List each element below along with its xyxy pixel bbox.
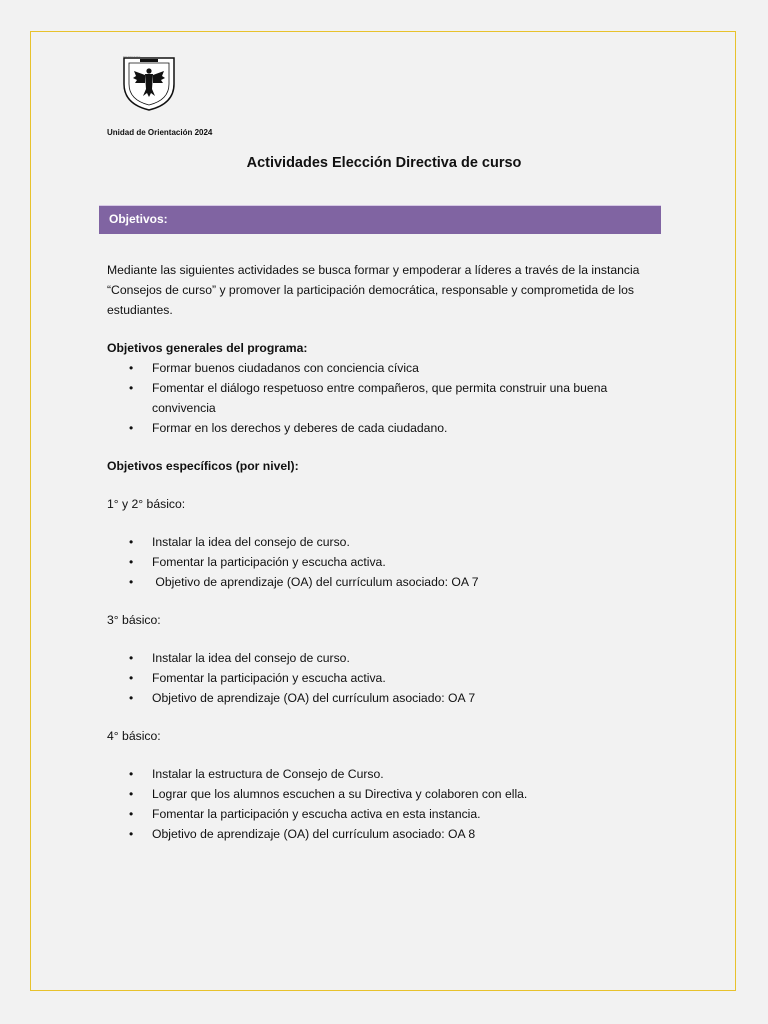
page-title: Actividades Elección Directiva de curso — [246, 155, 522, 171]
list-item: • Objetivo de aprendizaje (OA) del currículum asociado: OA 7 — [107, 572, 667, 592]
intro-paragraph: Mediante las siguientes actividades se busca formar y empoderar a líderes a través de la instancia “Consejos de curso” y promover la participación democrática, responsable y comprometida de los estudiantes. — [107, 263, 640, 317]
list-item: • Formar en los derechos y deberes de cada ciudadano. — [107, 418, 667, 438]
list-item: • Fomentar la participación y escucha activa. — [107, 668, 667, 688]
list-item: • Fomentar el diálogo respetuoso entre compañeros, que permita construir una buena convivencia — [107, 378, 667, 418]
level-label: 3° básico: — [107, 613, 161, 627]
list-item: • Instalar la estructura de Consejo de Curso. — [107, 764, 667, 784]
level-objectives-list — [107, 648, 667, 708]
section-header — [99, 205, 661, 234]
document-body — [107, 260, 667, 844]
list-item: • Objetivo de aprendizaje (OA) del currículum asociado: OA 8 — [107, 824, 667, 844]
general-objectives-list — [107, 358, 667, 438]
section-label: Objetivos: — [109, 212, 168, 226]
svg-text:ESCUELA REPÚBLICA DE ALEMANIA: ESCUELA REPÚBLICA DE ALEMANIA — [123, 57, 141, 58]
level-objectives-list — [107, 532, 667, 592]
list-item: • Instalar la idea del consejo de curso. — [107, 648, 667, 668]
list-item: • Lograr que los alumnos escuchen a su Directiva y colaboren con ella. — [107, 784, 667, 804]
list-item: • Formar buenos ciudadanos con conciencia cívica — [107, 358, 667, 378]
specific-objectives-heading: Objetivos específicos (por nivel): — [107, 459, 299, 473]
list-item: • Instalar la idea del consejo de curso. — [107, 532, 667, 552]
level-label: 1° y 2° básico: — [107, 497, 186, 511]
school-crest-logo — [120, 54, 178, 112]
list-item: • Objetivo de aprendizaje (OA) del currículum asociado: OA 7 — [107, 688, 667, 708]
general-objectives-heading: Objetivos generales del programa: — [107, 341, 308, 355]
list-item: • Fomentar la participación y escucha activa. — [107, 552, 667, 572]
level-label: 4° básico: — [107, 729, 161, 743]
level-objectives-list — [107, 764, 667, 844]
unit-label: Unidad de Orientación 2024 — [107, 128, 213, 137]
list-item: • Fomentar la participación y escucha activa en esta instancia. — [107, 804, 667, 824]
